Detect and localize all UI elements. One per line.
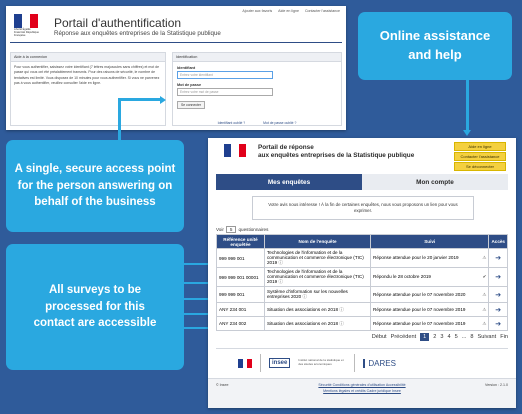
row-status: Réponse attendue pour le 07 novembre 2020 ⚠	[371, 287, 489, 303]
identification-header: Identification	[173, 53, 341, 62]
page-1[interactable]: 1	[420, 333, 429, 341]
row-ref: 999 999 001	[217, 287, 265, 303]
connect-button[interactable]: Se connecter	[177, 101, 205, 109]
row-name: Situation des associations en 2018 ⓘ	[265, 317, 371, 331]
table-row	[217, 317, 508, 331]
footer-links[interactable]: Sécurité Conditions générales d'utilisation Accessibilité	[318, 383, 406, 387]
row-ref: 999 999 001 00001	[217, 268, 265, 287]
row-ref: ANY 234 001	[217, 303, 265, 317]
row-status: Réponse attendue pour le 20 janvier 2019 ⚠	[371, 249, 489, 268]
access-arrow-icon[interactable]: ➔	[489, 317, 508, 331]
login-top-links	[242, 9, 340, 13]
page-5[interactable]: 5	[454, 334, 458, 340]
page-next[interactable]: Suivant	[477, 334, 497, 340]
row-name: Technologies de l'information et de la communication et commerce électronique (TIC) 2019 ⓘ	[265, 249, 371, 268]
connector-help-arrow	[463, 130, 471, 136]
row-ref: 999 999 001	[217, 249, 265, 268]
access-arrow-icon[interactable]: ➔	[489, 268, 508, 287]
info-icon[interactable]: ⓘ	[302, 294, 308, 299]
forgot-password-link[interactable]: Mot de passe oublié ?	[263, 121, 297, 125]
connector-row-3	[184, 298, 210, 300]
col-reference[interactable]: Référence unité enquêtée	[217, 235, 265, 249]
tab-my-account[interactable]: Mon compte	[416, 178, 454, 186]
footer-logos	[238, 354, 396, 372]
table-row	[217, 287, 508, 303]
info-icon[interactable]: ⓘ	[339, 306, 344, 312]
feedback-notice-text: Votre avis nous intéresse ! À la fin de certaines enquêtes, nous vous proposons un lien pour vous exprimer.	[268, 201, 458, 213]
table-row	[217, 303, 508, 317]
row-name: Situation des associations en 2018 ⓘ	[265, 303, 371, 317]
warning-icon: ⚠	[482, 306, 487, 312]
login-subtitle: Réponse aux enquêtes entreprises de la Statistique publique	[54, 30, 221, 37]
password-label: Mot de passe	[177, 83, 202, 87]
login-title: Portail d'authentification	[54, 16, 182, 30]
check-icon: ✔	[482, 274, 487, 279]
access-point-text: A single, secure access point for the person answering on behalf of the business	[14, 162, 176, 209]
row-ref: ANY 234 002	[217, 317, 265, 331]
info-icon[interactable]: ⓘ	[278, 279, 284, 284]
dares-logo: DARES	[363, 359, 396, 368]
page-ellipsis: ...	[461, 334, 467, 340]
row-name: Technologies de l'information et de la communication et commerce électronique (TIC) 2019 ⓘ	[265, 268, 371, 287]
col-status[interactable]: Suivi	[371, 235, 489, 249]
connector-help	[466, 80, 469, 132]
surveys-table	[216, 234, 508, 331]
portal-subtitle: aux enquêtes entreprises de la Statistique publique	[258, 152, 415, 159]
footer-links-2[interactable]: Mentions légales et crédits Cadre juridique Insee	[323, 389, 401, 393]
table-row	[217, 268, 508, 287]
identifier-input[interactable]: Entrez votre identifiant	[177, 71, 273, 79]
password-input[interactable]: Entrez votre mot de passe	[177, 88, 273, 96]
warning-icon: ⚠	[482, 291, 487, 297]
col-survey-name[interactable]: Nom de l'enquête	[265, 235, 371, 249]
row-name: Système d'information sur les nouvelles entreprises 2020 ⓘ	[265, 287, 371, 303]
page-4[interactable]: 4	[447, 334, 451, 340]
access-arrow-icon[interactable]: ➔	[489, 287, 508, 303]
logout-button[interactable]: Se déconnecter	[454, 162, 506, 171]
connector-access-h	[118, 98, 162, 101]
show-prefix: Voir	[216, 227, 224, 232]
logo-caption: Liberté Égalité Fraternité République Française	[14, 28, 39, 37]
help-panel-header: Aide à la connexion	[11, 53, 165, 62]
show-suffix: questionnaires	[238, 227, 269, 232]
identification-panel	[172, 52, 342, 126]
table-row	[217, 249, 508, 268]
online-assistance-text: Online assistance and help	[379, 28, 491, 62]
favorites-link[interactable]: Ajouter aux favoris	[242, 9, 273, 13]
online-help-button[interactable]: Aide en ligne	[454, 142, 506, 151]
feedback-notice	[252, 196, 474, 220]
portal-header-buttons	[454, 142, 506, 172]
version-label: Version : 2.1.0	[485, 383, 508, 387]
contact-support-button[interactable]: Contacter l'assistance	[454, 152, 506, 161]
page-2[interactable]: 2	[433, 334, 437, 340]
portal-logo	[224, 144, 246, 157]
pagination	[372, 333, 508, 341]
help-panel	[10, 52, 166, 126]
footer-copyright: © Insee	[216, 383, 229, 387]
forgot-identifier-link[interactable]: Identifiant oublié ?	[217, 121, 246, 125]
identifier-label: Identifiant	[177, 66, 196, 70]
login-screenshot	[6, 6, 346, 130]
connector-row-2	[184, 282, 210, 284]
page-3[interactable]: 3	[440, 334, 444, 340]
contact-support-link[interactable]: Contacter l'assistance	[304, 9, 340, 13]
connector-row-1	[184, 263, 210, 265]
connector-access-arrow	[160, 96, 166, 104]
portal-screenshot	[208, 138, 516, 408]
connector-row-5	[184, 327, 210, 329]
connector-access-v	[118, 98, 121, 142]
col-access: Accès	[489, 235, 508, 249]
surveys-callout	[6, 244, 184, 370]
page-size-control	[216, 226, 268, 233]
access-arrow-icon[interactable]: ➔	[489, 249, 508, 268]
tab-my-surveys[interactable]: Mes enquêtes	[216, 174, 362, 190]
insee-caption: Institut national de la statistique et des études économiques	[298, 358, 344, 366]
access-arrow-icon[interactable]: ➔	[489, 303, 508, 317]
online-help-link[interactable]: Aide en ligne	[278, 9, 299, 13]
page-last[interactable]: Fin	[500, 334, 508, 340]
row-status: Réponse attendue pour le 07 novembre 2019 ⚠	[371, 317, 489, 331]
warning-icon: ⚠	[482, 320, 487, 326]
help-text: Pour vous authentifier, saisissez votre identifiant (7 lettres majuscules sans chiffres) et mot de passe qui vous ont été préalablement transmis. Pour des raisons de sécurité, le nombre de tentatives est limité. Vous disposez de 10 minutes pour vous authentifier. Si vous ne parvenez pas à vous authentifier, veuillez consulter l'aide en ligne.	[14, 65, 160, 86]
info-icon[interactable]: ⓘ	[339, 320, 344, 326]
surveys-text: All surveys to be processed for this contact are accessible	[33, 283, 157, 330]
info-icon[interactable]: ⓘ	[278, 260, 284, 265]
page-first[interactable]: Début	[371, 334, 387, 340]
row-status: Réponse attendue pour le 07 novembre 2019 ⚠	[371, 303, 489, 317]
republic-logo	[14, 14, 40, 38]
access-point-callout	[6, 140, 184, 232]
portal-title: Portail de réponse	[258, 144, 314, 151]
page-8[interactable]: 8	[470, 334, 474, 340]
footer-republic-logo	[238, 359, 252, 368]
connector-row-4	[184, 313, 210, 315]
online-assistance-callout	[358, 12, 512, 80]
row-status: Répondu le 28 octobre 2019 ✔	[371, 268, 489, 287]
page-previous[interactable]: Précédent	[390, 334, 417, 340]
insee-logo: insee	[269, 358, 290, 368]
warning-icon: ⚠	[482, 255, 487, 260]
page-size-select[interactable]: 5	[226, 226, 237, 233]
